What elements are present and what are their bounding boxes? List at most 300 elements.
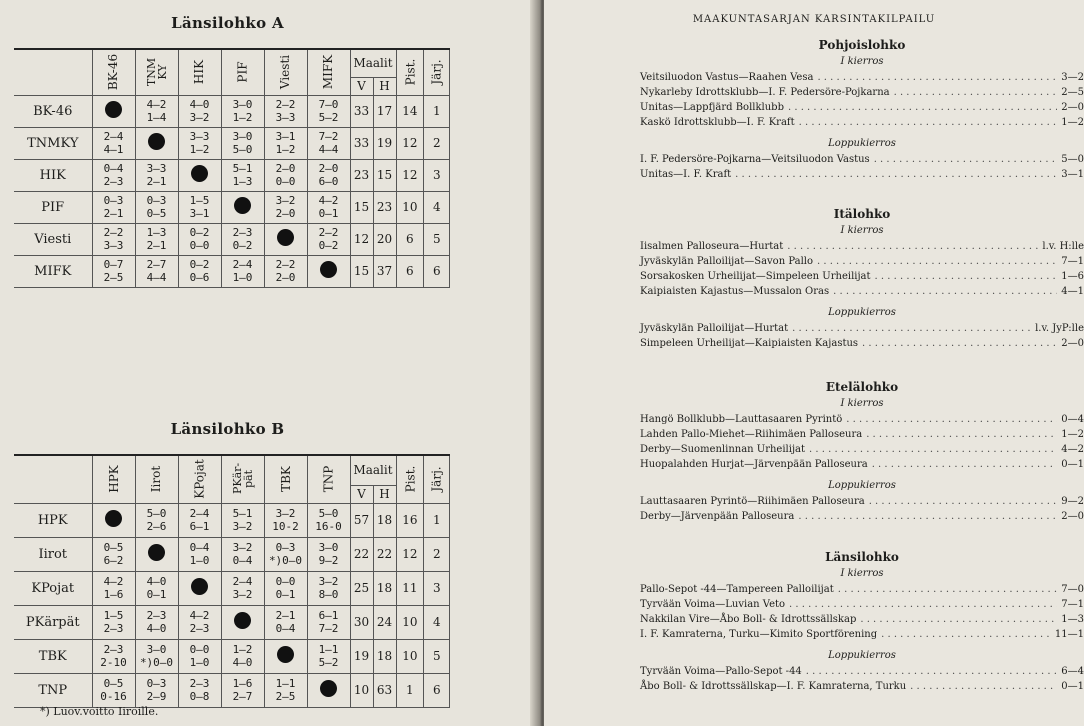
score-value: 7—2 4—4 [318,130,339,156]
score-cell [307,191,350,223]
column-header [264,49,307,95]
table-corner [14,49,92,95]
stat-jarj: 6 [424,255,450,287]
match-result: 3—2 [1061,72,1084,83]
dot-leader [798,509,1057,524]
stat-jarj: 5 [424,223,450,255]
self-match-dot [191,578,208,595]
round-heading: Loppukierros [828,138,896,149]
score-cell [92,95,135,127]
score-cell [264,605,307,639]
region-section [640,548,1084,694]
match-result: 7—0 [1061,584,1084,595]
match-teams: I. F. Kamraterna, Turku—Kimito Sportförening [640,629,878,640]
score-value: 5—0 16-0 [315,507,342,533]
round-heading: I kierros [840,568,884,579]
score-value: 2—4 3—2 [232,575,253,601]
column-header-label: PIF [235,61,250,83]
table-row [14,673,450,707]
match-row [640,664,1084,679]
stat-pist: 10 [396,191,424,223]
v-header: V [350,77,373,95]
self-match-dot [191,165,208,182]
score-cell [221,605,264,639]
score-cell [135,537,178,571]
stat-pist: 10 [396,605,424,639]
score-cell [307,537,350,571]
score-cell [178,639,221,673]
score-cell [221,537,264,571]
stat-h: 24 [373,605,396,639]
team-name: Viesti [14,223,92,255]
stat-jarj: 2 [424,537,450,571]
score-value: 7—0 5—2 [318,98,339,124]
score-value: 0—2 0—6 [189,258,210,284]
pist-header-label: Pist. [402,465,417,493]
match-teams: Nakkilan Vire—Åbo Boll- & Idrottssällskap [640,614,857,625]
stat-pist: 6 [396,255,424,287]
stat-jarj: 3 [424,571,450,605]
score-cell [92,537,135,571]
table-row [14,255,450,287]
stat-h: 20 [373,223,396,255]
stat-v: 33 [350,127,373,159]
table-row [14,95,450,127]
score-cell [307,159,350,191]
score-value: 2—3 2-10 [100,643,127,669]
score-cell [135,639,178,673]
score-value: 3—0 1—2 [232,98,253,124]
score-cell [135,503,178,537]
dot-leader [838,582,1058,597]
column-header-label: PKär- pät [230,462,255,494]
team-name: HPK [14,503,92,537]
stat-h: 22 [373,537,396,571]
column-header-label: KPojat [192,459,207,499]
match-row [640,582,1084,597]
table-row [14,159,450,191]
column-header-label: TNM KY [144,57,169,86]
match-row [640,167,1084,182]
score-value: 2—0 0—0 [275,162,296,188]
match-teams: Jyväskylän Palloilijat—Savon Pallo [640,256,813,267]
score-cell [178,127,221,159]
score-value: 3—0 9—2 [318,541,339,567]
score-cell [221,223,264,255]
score-cell [221,503,264,537]
table-row [14,127,450,159]
match-row [640,427,1084,442]
score-cell [307,95,350,127]
self-match-dot [105,510,122,527]
score-cell [264,127,307,159]
score-cell [178,159,221,191]
h-header: H [373,77,396,95]
match-result: 2—0 [1061,338,1084,349]
score-cell [178,223,221,255]
score-value: 0—4 2—3 [103,162,124,188]
score-cell [264,95,307,127]
score-value: 3—2 10-2 [272,507,299,533]
table-row [14,605,450,639]
stat-v: 25 [350,571,373,605]
match-teams: Kaskö Idrottsklubb—I. F. Kraft [640,117,795,128]
match-row [640,284,1084,299]
score-value: 2—2 0—2 [318,226,339,252]
column-header [307,49,350,95]
score-cell [178,673,221,707]
region-heading: Pohjoislohko [818,38,906,52]
match-result: l.v. JyP:lle [1035,323,1084,334]
score-cell [264,639,307,673]
match-teams: Iisalmen Palloseura—Hurtat [640,241,784,252]
score-value: 3—0 5—0 [232,130,253,156]
match-result: 5—0 [1061,154,1084,165]
match-teams: Derby—Järvenpään Palloseura [640,511,795,522]
score-cell [178,571,221,605]
stat-pist: 10 [396,639,424,673]
score-cell [221,159,264,191]
self-match-dot [320,261,337,278]
stat-h: 37 [373,255,396,287]
dot-leader [787,239,1038,254]
score-cell [178,95,221,127]
score-value: 2—2 3—3 [103,226,124,252]
score-value: 2—2 2—0 [275,258,296,284]
match-row [640,239,1084,254]
region-heading: Länsilohko [825,550,899,564]
match-result: 2—0 [1061,511,1084,522]
dot-leader [799,115,1058,130]
dot-leader [735,167,1057,182]
score-cell [264,255,307,287]
score-value: 1—1 5—2 [318,643,339,669]
match-row [640,85,1084,100]
column-header [178,49,221,95]
score-value: 2—3 0—2 [232,226,253,252]
stat-h: 19 [373,127,396,159]
table-a [14,48,450,288]
score-cell [307,605,350,639]
score-cell [221,95,264,127]
dot-leader [869,494,1058,509]
match-teams: Veitsiluodon Vastus—Raahen Vesa [640,72,814,83]
jarj-header-label: Järj. [429,59,444,85]
match-teams: Unitas—Lappfjärd Bollklubb [640,102,784,113]
score-value: 0—2 0—0 [189,226,210,252]
score-cell [135,673,178,707]
self-match-dot [320,680,337,697]
dot-leader [881,627,1051,642]
round-heading: Loppukierros [828,480,896,491]
score-value: 3—2 8—0 [318,575,339,601]
match-teams: Hangö Bollklubb—Lauttasaaren Pyrintö [640,414,843,425]
match-result: 1—6 [1061,271,1084,282]
dot-leader [875,269,1058,284]
stat-h: 18 [373,639,396,673]
match-row [640,679,1084,694]
score-cell [221,639,264,673]
score-cell [307,639,350,673]
stat-jarj: 2 [424,127,450,159]
stat-jarj: 3 [424,159,450,191]
jarj-header-label: Järj. [429,466,444,492]
match-row [640,627,1084,642]
dot-leader [792,321,1031,336]
score-value: 3—2 0—4 [232,541,253,567]
score-value: 0—3 2—9 [146,677,167,703]
team-name: PKärpät [14,605,92,639]
score-cell [135,223,178,255]
stat-jarj: 6 [424,673,450,707]
stat-h: 63 [373,673,396,707]
score-value: 1—3 2—1 [146,226,167,252]
score-value: 0—5 6—2 [103,541,124,567]
score-cell [178,537,221,571]
score-cell [264,503,307,537]
match-result: 0—4 [1061,414,1084,425]
h-header: H [373,485,396,503]
match-row [640,70,1084,85]
stat-pist: 12 [396,537,424,571]
score-value: 4—0 0—1 [146,575,167,601]
jarj-header [424,49,450,95]
match-row [640,494,1084,509]
column-header-label: HPK [106,465,121,494]
score-cell [264,673,307,707]
score-value: 4—2 0—1 [318,194,339,220]
score-value: 0—0 0—1 [275,575,296,601]
region-section [640,36,1084,182]
match-teams: Simpeleen Urheilijat—Kaipiaisten Kajastus [640,338,859,349]
match-teams: Kaipiaisten Kajastus—Mussalon Oras [640,286,830,297]
column-header [92,455,135,503]
page-title: MAAKUNTASARJAN KARSINTAKILPAILU [692,14,936,25]
match-teams: Lauttasaaren Pyrintö—Riihimäen Palloseura [640,496,865,507]
score-value: 0—3 0—5 [146,194,167,220]
match-teams: Derby—Suomenlinnan Urheilijat [640,444,806,455]
score-value: 2—3 0—8 [189,677,210,703]
match-result: 9—2 [1061,496,1084,507]
stat-v: 12 [350,223,373,255]
team-name: HIK [14,159,92,191]
score-cell [264,223,307,255]
pist-header [396,49,424,95]
stat-pist: 16 [396,503,424,537]
match-row [640,254,1084,269]
score-cell [92,639,135,673]
table-row [14,191,450,223]
v-header: V [350,485,373,503]
dot-leader [809,442,1057,457]
score-value: 0—7 2—5 [103,258,124,284]
score-value: 0—3 2—1 [103,194,124,220]
column-header [178,455,221,503]
round-heading: I kierros [840,56,884,67]
match-result: 7—1 [1061,256,1084,267]
dot-leader [874,152,1058,167]
score-cell [178,605,221,639]
round-heading: Loppukierros [828,307,896,318]
column-header [264,455,307,503]
match-result: 0—1 [1061,681,1084,692]
stat-h: 18 [373,503,396,537]
match-teams: Unitas—I. F. Kraft [640,169,732,180]
match-result: 2—0 [1061,102,1084,113]
match-row [640,115,1084,130]
table-row [14,639,450,673]
maalit-header: Maalit [350,49,396,77]
score-cell [221,191,264,223]
team-name: KPojat [14,571,92,605]
pist-header-label: Pist. [402,58,417,86]
score-value: 2—4 1—0 [232,258,253,284]
score-value: 2—3 4—0 [146,609,167,635]
stat-pist: 1 [396,673,424,707]
score-cell [135,159,178,191]
stat-pist: 6 [396,223,424,255]
score-cell [92,159,135,191]
score-value: 5—0 2—6 [146,507,167,533]
team-name: TNP [14,673,92,707]
score-value: 2—7 4—4 [146,258,167,284]
score-value: 1—2 4—0 [232,643,253,669]
score-cell [221,255,264,287]
column-header [92,49,135,95]
stat-v: 15 [350,255,373,287]
stat-jarj: 5 [424,639,450,673]
table-row [14,223,450,255]
score-cell [264,191,307,223]
match-row [640,336,1084,351]
dot-leader [817,70,1057,85]
score-cell [92,571,135,605]
score-cell [92,605,135,639]
score-value: 3—3 2—1 [146,162,167,188]
dot-leader [846,412,1057,427]
table-corner [14,455,92,503]
match-result: 1—3 [1061,614,1084,625]
stat-pist: 12 [396,127,424,159]
stat-h: 18 [373,571,396,605]
column-header-label: HIK [192,60,207,85]
match-row [640,412,1084,427]
stat-v: 33 [350,95,373,127]
match-row [640,152,1084,167]
dot-leader [910,679,1057,694]
dot-leader [817,254,1057,269]
pist-header [396,455,424,503]
column-header-label: TBK [278,466,293,493]
score-cell [264,159,307,191]
dot-leader [872,457,1058,472]
score-cell [92,255,135,287]
match-teams: Lahden Pallo-Miehet—Riihimäen Palloseura [640,429,863,440]
score-cell [178,255,221,287]
score-value: 3—1 1—2 [275,130,296,156]
score-cell [307,223,350,255]
footnote: *) Luov.voitto Iiroille. [40,705,159,718]
table-a-title: Länsilohko A [171,14,284,32]
score-cell [135,571,178,605]
stat-v: 19 [350,639,373,673]
score-cell [221,127,264,159]
match-result: 2—5 [1061,87,1084,98]
match-result: 1—2 [1061,117,1084,128]
score-value: 5—1 1—3 [232,162,253,188]
score-cell [178,191,221,223]
region-section [640,205,1084,351]
match-result: 3—1 [1061,169,1084,180]
match-teams: Jyväskylän Palloilijat—Hurtat [640,323,789,334]
dot-leader [806,664,1057,679]
match-row [640,442,1084,457]
column-header [135,455,178,503]
score-value: 4—2 2—3 [189,609,210,635]
self-match-dot [277,646,294,663]
team-name: PIF [14,191,92,223]
self-match-dot [234,612,251,629]
stat-h: 15 [373,159,396,191]
match-row [640,457,1084,472]
score-value: 3—2 2—0 [275,194,296,220]
score-cell [221,673,264,707]
column-header [135,49,178,95]
match-teams: Tyrvään Voima—Luvian Veto [640,599,786,610]
score-cell [307,127,350,159]
dot-leader [788,100,1057,115]
score-value: 6—1 7—2 [318,609,339,635]
match-result: 7—1 [1061,599,1084,610]
round-heading: I kierros [840,225,884,236]
match-row [640,612,1084,627]
match-result: l.v. H:lle [1042,241,1084,252]
dot-leader [860,612,1057,627]
score-value: 2—4 6—1 [189,507,210,533]
stat-h: 17 [373,95,396,127]
score-cell [264,537,307,571]
score-cell [135,191,178,223]
match-teams: I. F. Pedersöre-Pojkarna—Veitsiluodon Vastus [640,154,870,165]
stat-pist: 12 [396,159,424,191]
match-result: 6—4 [1061,666,1084,677]
score-value: 1—5 2—3 [103,609,124,635]
column-header [307,455,350,503]
stat-jarj: 1 [424,95,450,127]
table-b [14,454,450,708]
match-teams: Åbo Boll- & Idrottssällskap—I. F. Kamraterna, Turku [640,681,907,692]
table-row [14,571,450,605]
score-cell [135,605,178,639]
score-value: 0—5 0-16 [100,677,127,703]
score-value: 2—2 3—3 [275,98,296,124]
jarj-header [424,455,450,503]
round-heading: I kierros [840,398,884,409]
self-match-dot [148,133,165,150]
stat-pist: 14 [396,95,424,127]
match-row [640,509,1084,524]
stat-v: 23 [350,159,373,191]
score-cell [135,127,178,159]
table-row [14,503,450,537]
table-row [14,537,450,571]
score-value: 0—4 1—0 [189,541,210,567]
column-header-label: Iirot [149,466,164,493]
stat-jarj: 1 [424,503,450,537]
score-cell [307,255,350,287]
match-teams: Nykarleby Idrottsklubb—I. F. Pedersöre-Pojkarna [640,87,890,98]
region-heading: Etelälohko [825,380,899,394]
